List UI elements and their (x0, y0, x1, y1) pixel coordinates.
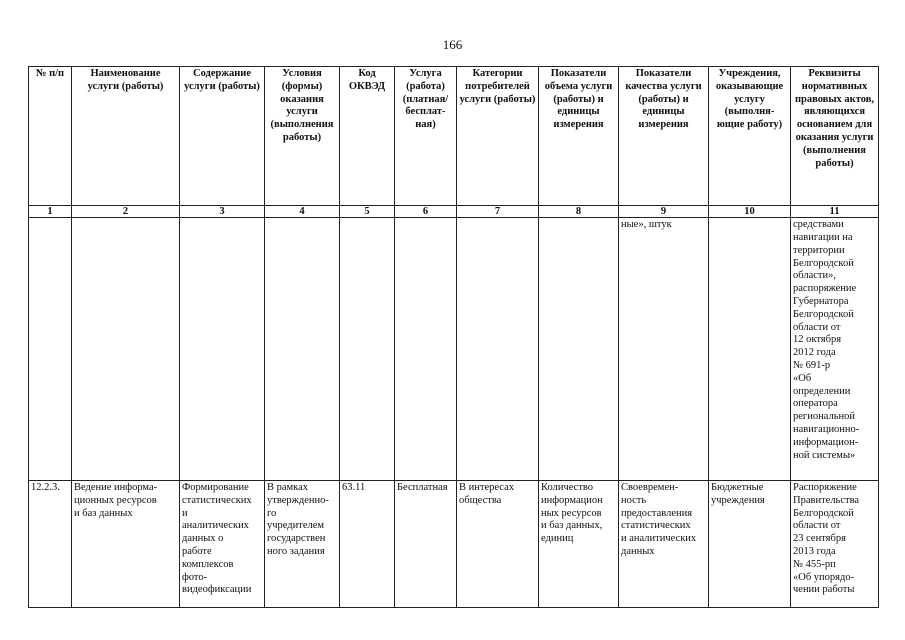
page-number: 166 (442, 37, 463, 52)
header-cell: Показатели качества услуги (работы) и единицы измерения (619, 67, 709, 206)
header-cell: Показатели объема услуги (работы) и единицы измерения (539, 67, 619, 206)
header-cell: Код ОКВЭД (340, 67, 395, 206)
column-number: 2 (72, 206, 180, 218)
cell-volume-indicators: Количество информацион ных ресурсов и баз данных, единиц (539, 481, 619, 608)
header-cell: Реквизиты нормативных правовых актов, являющихся основанием для оказания услуги (выполнения работы) (791, 67, 879, 206)
cell-quality-indicators: ные», штук (619, 218, 709, 481)
column-number: 3 (180, 206, 265, 218)
services-table (28, 66, 879, 608)
cell-number (29, 218, 72, 481)
cell-paid-free: Бесплатная (395, 481, 457, 608)
header-cell: Учреждения, оказывающие услугу (выполня-ющие работу) (709, 67, 791, 206)
header-cell: Услуга (работа) (платная/ бесплат-ная) (395, 67, 457, 206)
table-row (29, 481, 879, 608)
cell-consumers (457, 218, 539, 481)
header-cell: Содержание услуги (работы) (180, 67, 265, 206)
column-number: 10 (709, 206, 791, 218)
cell-legal-acts: Распоряжение Правительства Белгородской области от 23 сентября 2013 года № 455-рп «Об упорядо- чении работы (791, 481, 879, 608)
cell-volume-indicators (539, 218, 619, 481)
column-number: 7 (457, 206, 539, 218)
cell-legal-acts: средствами навигации на территории Белгородской области», распоряжение Губернатора Белгородской области от 12 октября 2012 года № 691-р «Об определении оператора региональной навигационно- информацион- ной системы» (791, 218, 879, 481)
cell-number: 12.2.3. (29, 481, 72, 608)
cell-okved (340, 218, 395, 481)
cell-conditions (265, 218, 340, 481)
cell-conditions: В рамках утвержденно- го учредителем государствен ного задания (265, 481, 340, 608)
column-number: 6 (395, 206, 457, 218)
table-row (29, 218, 879, 481)
column-number-row (29, 206, 879, 218)
cell-okved: 63.11 (340, 481, 395, 608)
column-number: 8 (539, 206, 619, 218)
column-number: 11 (791, 206, 879, 218)
cell-institutions: Бюджетные учреждения (709, 481, 791, 608)
column-number: 4 (265, 206, 340, 218)
cell-service-name (72, 218, 180, 481)
cell-institutions (709, 218, 791, 481)
column-number: 1 (29, 206, 72, 218)
header-cell: № п/п (29, 67, 72, 206)
header-cell: Наименование услуги (работы) (72, 67, 180, 206)
column-number: 9 (619, 206, 709, 218)
header-cell: Категории потребителей услуги (работы) (457, 67, 539, 206)
cell-paid-free (395, 218, 457, 481)
column-number: 5 (340, 206, 395, 218)
cell-content (180, 218, 265, 481)
cell-content: Формирование статистических и аналитических данных о работе комплексов фото- видеофиксации (180, 481, 265, 608)
table-header-row (29, 67, 879, 206)
cell-quality-indicators: Своевремен- ность предоставления статистических и аналитических данных (619, 481, 709, 608)
cell-service-name: Ведение информа- ционных ресурсов и баз данных (72, 481, 180, 608)
cell-consumers: В интересах общества (457, 481, 539, 608)
header-cell: Условия (формы) оказания услуги (выполнения работы) (265, 67, 340, 206)
